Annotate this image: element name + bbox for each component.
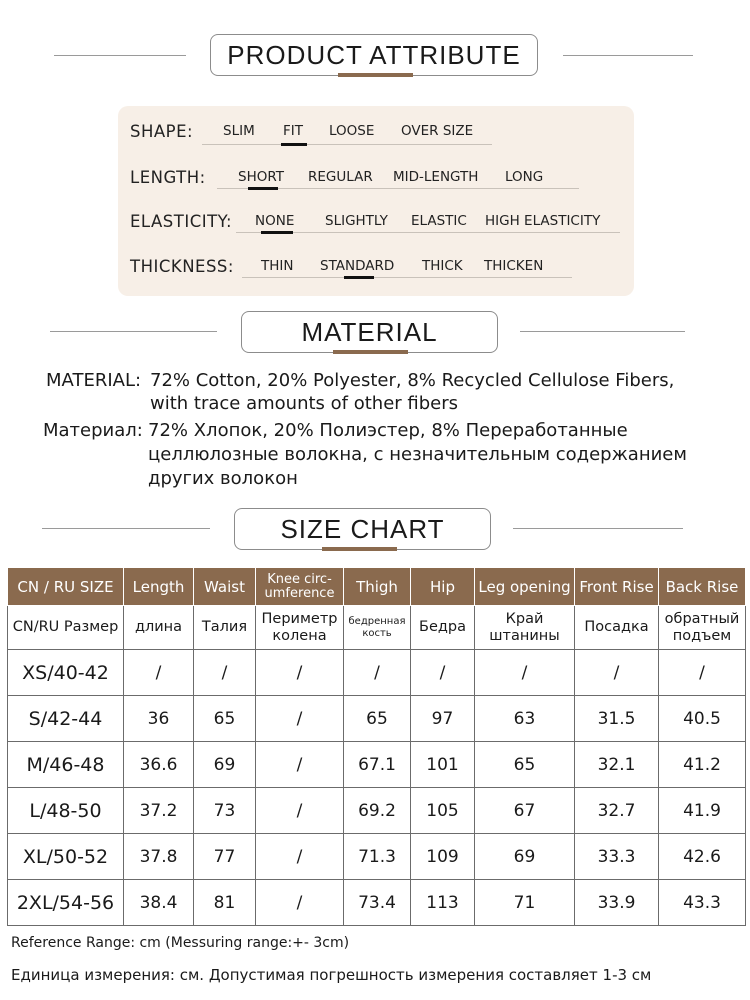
ru-back-line1: обратный [664,610,740,627]
table-row [8,834,746,880]
selected-marker [248,187,278,190]
table-cell: 32.1 [575,742,659,788]
table-cell: 105 [411,788,475,834]
attribute-panel [118,106,634,296]
table-cell: 43.3 [659,880,746,926]
divider-right [520,331,685,332]
table-cell: / [256,788,344,834]
table-cell: 67 [475,788,575,834]
attr-option-selected: SHORT [238,169,284,185]
attr-label-length: LENGTH: [130,168,206,187]
ru-header-cell: Бедра [411,606,475,650]
material-ru-line3: других волокон [148,468,298,489]
header-cell: Back Rise [659,568,746,606]
ru-header-cell [256,606,344,650]
table-cell: S/42-44 [8,696,124,742]
table-cell: / [194,650,256,696]
table-header-row [8,568,746,606]
header-cell: Length [124,568,194,606]
size-chart-table [7,567,746,926]
ru-header-cell [475,606,575,650]
table-cell: 40.5 [659,696,746,742]
table-cell: 42.6 [659,834,746,880]
title-accent-bar [338,73,413,77]
title-accent-bar [322,547,397,551]
title-accent-bar [333,350,408,354]
table-cell: 32.7 [575,788,659,834]
attr-option: LONG [505,169,544,185]
attr-option: THIN [261,258,294,274]
table-cell: / [659,650,746,696]
table-cell: / [256,834,344,880]
table-cell: / [256,650,344,696]
table-cell: 65 [344,696,411,742]
table-cell: 65 [475,742,575,788]
ru-header-cell: Талия [194,606,256,650]
attr-label-thickness: THICKNESS: [130,257,234,276]
material-en-line2: with trace amounts of other fibers [150,393,459,414]
table-cell: 36.6 [124,742,194,788]
table-row [8,880,746,926]
attr-option: OVER SIZE [401,123,474,139]
table-cell: / [411,650,475,696]
attr-option: REGULAR [308,169,373,185]
attr-option: ELASTIC [411,213,467,229]
attr-rule [242,277,572,278]
table-ru-header-row [8,606,746,650]
attr-option: SLIM [223,123,255,139]
attr-option: THICKEN [484,258,544,274]
header-cell: CN / RU SIZE [8,568,124,606]
table-cell: / [256,742,344,788]
attr-label-elasticity: ELASTICITY: [130,212,233,231]
table-cell: / [575,650,659,696]
divider-right [563,55,693,56]
ru-leg-line2: штанины [489,627,560,644]
table-cell: 69.2 [344,788,411,834]
table-cell: 38.4 [124,880,194,926]
header-cell: Waist [194,568,256,606]
product-attribute-title: PRODUCT ATTRIBUTE [210,34,538,76]
table-cell: 31.5 [575,696,659,742]
table-cell: 71 [475,880,575,926]
table-cell: 113 [411,880,475,926]
header-cell: Leg opening [475,568,575,606]
ru-knee-line1: Периметр [261,610,338,627]
table-cell: / [124,650,194,696]
table-cell: 73 [194,788,256,834]
table-cell: 77 [194,834,256,880]
ru-thigh-line1: бедренная [348,615,406,627]
table-row [8,696,746,742]
ru-back-line2: подъем [672,627,732,644]
table-cell: / [256,880,344,926]
material-ru-line2: целлюлозные волокна, с незначительным содержанием [148,444,687,465]
attr-option: MID-LENGTH [393,169,479,185]
material-title: MATERIAL [241,311,498,353]
table-cell: 97 [411,696,475,742]
table-cell: 101 [411,742,475,788]
selected-marker [344,276,374,279]
table-cell: XL/50-52 [8,834,124,880]
table-cell: / [475,650,575,696]
ru-measurement-note: Единица измерения: см. Допустимая погрешность измерения составляет 1-3 см [11,966,652,984]
header-cell: Hip [411,568,475,606]
attr-option: SLIGHTLY [325,213,388,229]
table-cell: 67.1 [344,742,411,788]
table-cell: / [344,650,411,696]
table-cell: 41.9 [659,788,746,834]
table-cell: 65 [194,696,256,742]
table-row [8,650,746,696]
ru-header-cell [344,606,411,650]
table-cell: 41.2 [659,742,746,788]
divider-left [50,331,217,332]
header-knee-line1: Knee circ- [267,571,332,587]
size-chart-title: SIZE CHART [234,508,491,550]
attr-option: LOOSE [329,123,375,139]
material-en-line1: 72% Cotton, 20% Polyester, 8% Recycled Cellulose Fibers, [150,370,675,391]
table-cell: L/48-50 [8,788,124,834]
table-cell: 33.9 [575,880,659,926]
table-cell: 69 [475,834,575,880]
ru-header-cell [659,606,746,650]
table-row [8,788,746,834]
header-cell [256,568,344,606]
ru-header-cell: Посадка [575,606,659,650]
ru-thigh-line2: кость [362,627,392,639]
attr-label-shape: SHAPE: [130,122,194,141]
table-cell: 81 [194,880,256,926]
material-ru-label: Материал: [43,420,143,441]
table-cell: 33.3 [575,834,659,880]
table-cell: 69 [194,742,256,788]
attr-rule [202,144,492,145]
ru-header-cell: длина [124,606,194,650]
table-cell: 37.2 [124,788,194,834]
attr-rule [236,232,620,233]
attr-option-selected: FIT [283,123,303,139]
table-cell: 37.8 [124,834,194,880]
table-cell: M/46-48 [8,742,124,788]
table-cell: / [256,696,344,742]
material-en-label: MATERIAL: [46,370,142,391]
header-cell: Front Rise [575,568,659,606]
attr-option: THICK [422,258,463,274]
ru-header-cell: CN/RU Размер [8,606,124,650]
ru-knee-line2: колена [272,627,327,644]
divider-left [54,55,186,56]
reference-range-note: Reference Range: cm (Messuring range:+- 3cm) [11,935,350,951]
selected-marker [261,231,293,234]
table-row [8,742,746,788]
table-cell: 73.4 [344,880,411,926]
attr-option: HIGH ELASTICITY [485,213,601,229]
selected-marker [281,143,307,146]
header-knee-line2: umference [264,585,335,601]
table-cell: XS/40-42 [8,650,124,696]
material-ru-line1: 72% Хлопок, 20% Полиэстер, 8% Переработанные [148,420,628,441]
table-cell: 71.3 [344,834,411,880]
table-cell: 36 [124,696,194,742]
ru-leg-line1: Край [505,610,544,627]
divider-left [42,528,210,529]
table-cell: 63 [475,696,575,742]
header-cell: Thigh [344,568,411,606]
divider-right [513,528,683,529]
attr-option-selected: NONE [255,213,295,229]
table-cell: 109 [411,834,475,880]
attr-option-selected: STANDARD [320,258,395,274]
table-cell: 2XL/54-56 [8,880,124,926]
